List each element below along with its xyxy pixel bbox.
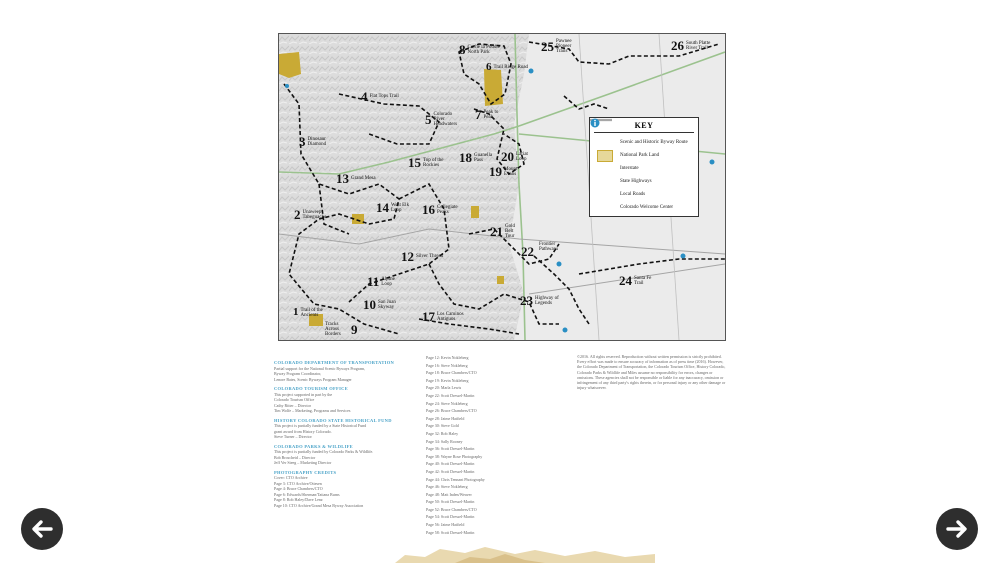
- route-label: 6 Trail Ridge Road: [486, 61, 529, 73]
- route-label: 3 Dinosaur Diamond: [299, 134, 327, 149]
- info-marker-icon: [594, 203, 616, 213]
- map-key: [589, 117, 699, 217]
- route-label: Tracks Across Borders 9: [325, 322, 358, 337]
- arrow-left-icon: [27, 514, 57, 544]
- credits-column-2: Page 12: Kevin Nokleberg Page 16: Steve Nokleberg Page 18: Bruce Chambers/CTO Page 19: Kevin Nokleberg Page 20: Marla Lewis Page 22: Scott Dressel-Martin Page 24: Steve Nokleberg Page 26: Bruce Chambers/CTO Page 28: Jaime Hatfield Page 30: Steve Gold Page 32: Rob Haley Page 34: Sally Rooney Page 36: Scott Dressel-Martin Page 38: Wayne Rose Photography Page 40: Scott Dressel-Martin Page 42: Scott Dressel-Martin Page 44: Chris Tennant Photography Page 46: Steve Nokleberg Page 48: Matt Inden/Weaver Page 50: Scott Dressel-Martin Page 52: Bruce Chambers/CTO Page 54: Scott Dressel-Martin Page 56: Jaime Hatfield Page 58: Scott Dressel-Martin: [426, 355, 485, 535]
- next-page-button[interactable]: [936, 508, 978, 550]
- route-label: 18 Guanella Pass: [459, 150, 493, 165]
- route-label: 14 West Elk Loop: [376, 200, 410, 215]
- key-item: State Highways: [594, 175, 694, 188]
- route-label: 24 Santa Fe Trail: [619, 273, 652, 288]
- route-label: 5 Colorado River Headwaters: [425, 112, 458, 127]
- route-label: 10 San Juan Skyway: [363, 297, 396, 312]
- key-item: Local Roads: [594, 188, 694, 201]
- route-label: 21 Gold Belt Tour: [490, 224, 515, 239]
- key-item: Scenic and Historic Byway Route: [594, 136, 694, 149]
- route-label: 25 Pawnee Pioneer Trails: [541, 39, 572, 54]
- route-label: 12 Silver Thread: [401, 249, 444, 264]
- arrow-right-icon: [942, 514, 972, 544]
- route-label: 23 Highway of Legends: [520, 293, 559, 308]
- route-label: 15 Top of the Rockies: [408, 155, 444, 170]
- route-label: 13 Grand Mesa: [336, 171, 376, 186]
- route-label: 22: [521, 244, 534, 259]
- route-label: 2 Unaweep Tabeguache: [294, 207, 327, 222]
- map-image: [278, 33, 726, 341]
- route-label: Frontier Pathways: [539, 242, 559, 252]
- route-label: 20 Lariat Loop: [501, 149, 528, 164]
- route-label: 7 Peak to Peak: [475, 107, 499, 122]
- route-label: 8 Cache la Poudre North Park: [459, 42, 501, 57]
- route-label: 17 Los Caminos Antiguos: [422, 309, 464, 324]
- route-label: 4 Flat Tops Trail: [361, 89, 399, 104]
- key-item: Colorado Welcome Center: [594, 201, 694, 214]
- route-label: 16 Collegiate Peaks: [422, 202, 458, 217]
- key-title: KEY: [594, 121, 694, 133]
- route-label: 19 Mount Evans: [489, 164, 518, 179]
- route-label: 1 Trail of the Ancients: [293, 306, 323, 318]
- previous-page-button[interactable]: [21, 508, 63, 550]
- route-label: 11 Alpine Loop: [367, 274, 395, 289]
- copyright-notice: ©2016. All rights reserved. Reproduction without written permission is strictly prohibited. Every effort was made to ensure accuracy of information as of press time (2016). However, the Colorado Department of Transportation, the Colorado Tourism Office, History Colorado, Colorado Parks & Wildlife and Miles assume no responsibility for errors, changes or omissions. These agencies shall not be responsible or liable for any inaccuracy, omission or infringement of any third party's rights therein, or for personal injury or any other damage or injury whatsoever.: [577, 354, 726, 391]
- key-item: National Park Land: [594, 149, 694, 162]
- route-label: 26 South Platte River Trail: [671, 38, 711, 53]
- credits-column-1: COLORADO DEPARTMENT OF TRANSPORTATION Partial support for the National Scenic Byways Program, Byway Program Coordinator, Lenore Bates, Scenic Byways Program Manager COLORADO TOURISM OFFICE This project supported in part by the Colorado Tourism Office Cathy Ritter – Director Tim Wolfe – Marketing, Programs and Services HISTORY COLORADO STATE HISTORICAL FUND This project is partially funded by a State Historical Fund grant award from History Colorado. Steve Turner – Director COLORADO PARKS & WILDLIFE This project is partially funded by Colorado Parks & Wildlife. Bob Broscheid – Director Jeff Ver Steeg – Marketing Director PHOTOGRAPHY CREDITS Cover: CTO Archive Page 3: CTO Archive/Ottesen Page 4: Bruce Chambers/CTO Page 6: Edwards/Sherman/Tatiana Burns Page 8: Rob Haley/Dave Lenz Page 10: CTO Archive/Grand Mesa Byway Association: [274, 360, 395, 508]
- key-item: Interstate: [594, 162, 694, 175]
- page-edge-image: [395, 545, 655, 563]
